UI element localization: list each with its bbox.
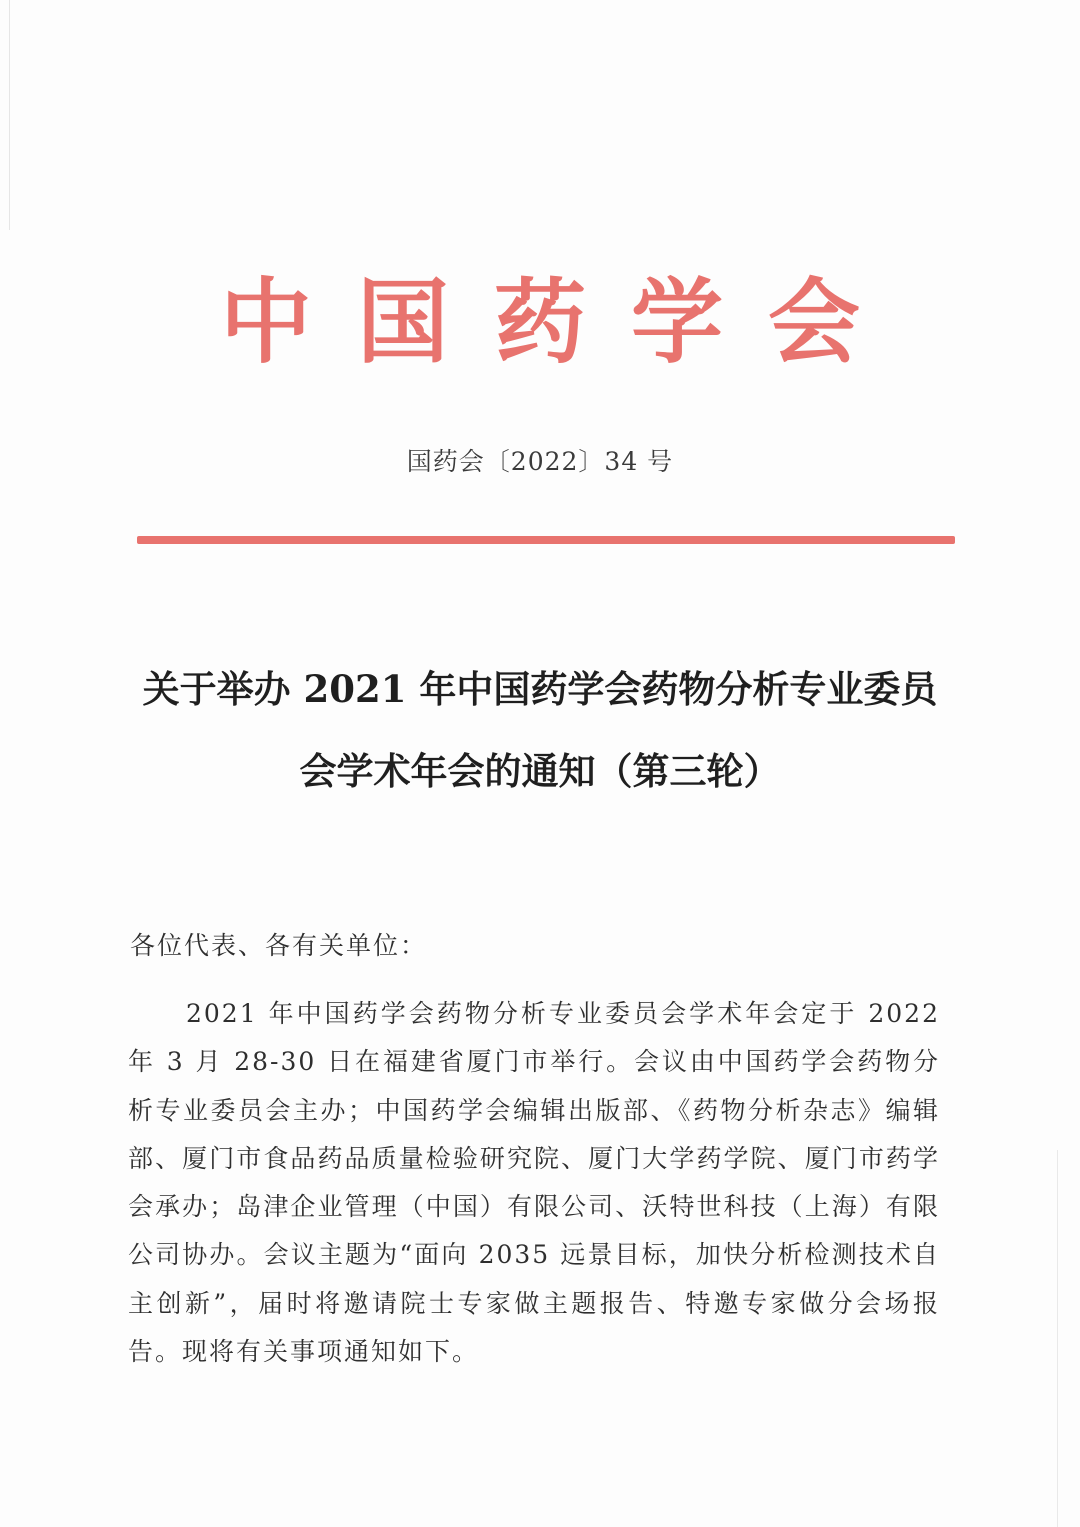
notice-title (100, 648, 980, 812)
scan-edge-left (9, 0, 10, 230)
document-number: 国药会〔2022〕34 号 (406, 447, 674, 476)
scan-edge-right (1057, 1150, 1058, 1527)
letterhead-org-name: 中国药学会 (219, 269, 905, 376)
notice-title-line-1: 关于举办 2021 年中国药学会药物分析专业委员 (142, 667, 938, 711)
letterhead-divider (137, 536, 955, 544)
notice-title-line-2: 会学术年会的通知（第三轮） (299, 749, 781, 793)
body-paragraph: 2021 年中国药学会药物分析专业委员会学术年会定于 2022 年 3 月 28-30 日在福建省厦门市举行。会议由中国药学会药物分析专业委员会主办；中国药学会编辑出版部、《药物分析杂志》编辑部、厦门市食品药品质量检验研究院、厦门大学药学院、厦门市药学会承办；岛津企业管理（中国）有限公司、沃特世科技（上海）有限公司协办。会议主题为“面向 2035 远景目标，加快分析检测技术自主创新”，届时将邀请院士专家做主题报告、特邀专家做分会场报告。现将有关事项通知如下。 (128, 999, 940, 1367)
salutation: 各位代表、各有关单位： (130, 931, 428, 960)
